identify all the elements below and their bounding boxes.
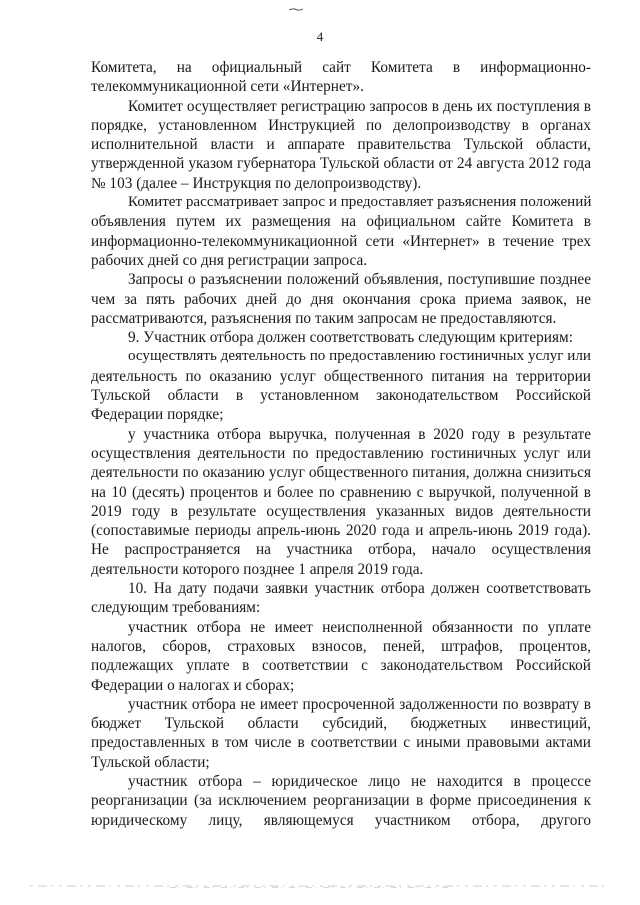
- text-line: Федерации порядке;: [91, 406, 224, 424]
- text-line: следующим требованиям:: [91, 599, 261, 617]
- text-line: чем за пять рабочих дней до дня окончания срока приема заявок, не: [91, 290, 591, 308]
- text-line: на 10 (десять) процентов и более по сравнению с выручкой, полученной в: [91, 483, 591, 501]
- text-line: Тульской области в установленном законодательством Российской: [91, 387, 591, 405]
- text-line: участник отбора – юридическое лицо не находится в процессе: [128, 772, 591, 790]
- text-line: юридическому лицу, являющемуся участником отбора, другого: [91, 811, 591, 829]
- text-line: деятельности которого позднее 1 апреля 2019 года.: [91, 560, 424, 578]
- text-line: Комитета, на официальный сайт Комитета в информационно-: [91, 59, 591, 76]
- text-line: Не распространяется на участника отбора, начало осуществления: [91, 541, 591, 559]
- text-line: № 103 (далее – Инструкция по делопроизводству).: [91, 174, 422, 192]
- text-line: информационно-телекоммуникационной сети «Интернет» в течение трех: [91, 232, 591, 250]
- text-line: 9. Участник отбора должен соответствовать следующим критериям:: [128, 329, 573, 347]
- text-line: Федерации о налогах и сборах;: [91, 676, 295, 694]
- text-line: 2019 году в результате осуществления указанных видов деятельности: [91, 502, 591, 520]
- text-line: телекоммуникационной сети «Интернет».: [91, 78, 364, 96]
- text-line: предоставленных в том числе в соответствии с иными правовыми актами: [91, 734, 591, 752]
- text-line: деятельности по оказанию услуг общественного питания, должна снизиться: [91, 464, 591, 482]
- text-line: Тульской области;: [91, 753, 210, 771]
- text-line: участник отбора не имеет неисполненной обязанности по уплате: [128, 618, 591, 636]
- text-line: рассматриваются, разъяснения по таким запросам не предоставляются.: [91, 309, 557, 327]
- document-body: [91, 58, 591, 830]
- text-line: исполнительной власти и аппарате правительства Тульской области,: [91, 136, 591, 154]
- text-line: бюджет Тульской области субсидий, бюджетных инвестиций,: [91, 715, 591, 733]
- text-line: утвержденной указом губернатора Тульской области от 24 августа 2012 года: [91, 155, 591, 173]
- text-line: объявления путем их размещения на официальном сайте Комитета в: [91, 213, 591, 231]
- text-line: реорганизации (за исключением реорганизации в форме присоединения к: [91, 792, 591, 810]
- text-line: Запросы о разъяснении положений объявления, поступившие позднее: [128, 271, 591, 289]
- text-line: осуществлять деятельность по предоставлению гостиничных услуг или: [128, 348, 591, 365]
- text-line: Комитет рассматривает запрос и предоставляет разъяснения положений: [128, 194, 592, 211]
- text-line: Комитет осуществляет регистрацию запросов в день их поступления в: [128, 97, 591, 115]
- text-line: налогов, сборов, страховых взносов, пеней, штрафов, процентов,: [91, 637, 591, 655]
- text-line: участник отбора не имеет просроченной задолженности по возврату в: [128, 695, 591, 713]
- scan-mark-top: [289, 8, 303, 11]
- text-line: деятельность по оказанию услуг общественного питания на территории: [91, 367, 591, 385]
- text-line: порядке, установленном Инструкцией по делопроизводству в органах: [91, 116, 591, 134]
- text-line: подлежащих уплате в соответствии с законодательством Российской: [91, 657, 591, 675]
- text-line: (сопоставимые периоды апрель-июнь 2020 года и апрель-июнь 2019 года).: [91, 522, 591, 540]
- text-line: рабочих дней со дня регистрации запроса.: [91, 251, 368, 269]
- text-line: осуществления деятельности по предоставлению гостиничных услуг или: [91, 444, 591, 462]
- text-line: 10. На дату подачи заявки участник отбора должен соответствовать: [128, 580, 591, 598]
- text-line: у участника отбора выручка, полученная в 2020 году в результате: [128, 425, 591, 443]
- scan-artifact-bottom: [30, 883, 610, 889]
- page-number: 4: [316, 29, 324, 44]
